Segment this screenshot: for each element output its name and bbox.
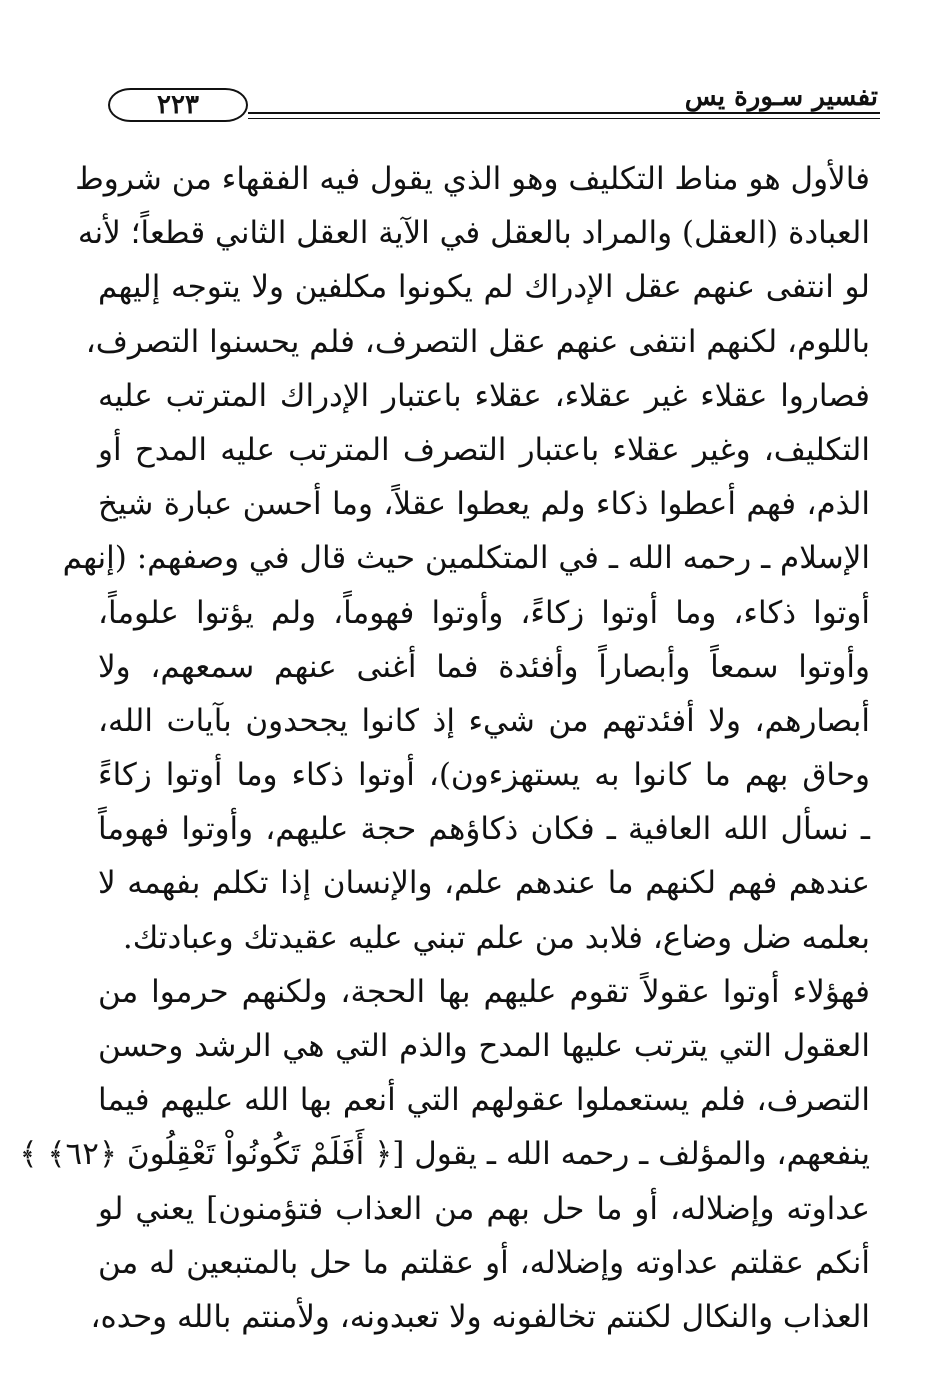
text-line: وأوتوا سمعاً وأبصاراً وأفئدة فما أغنى عنهم سمعهم، ولا [98, 648, 870, 685]
text-line: باللوم، لكنهم انتفى عنهم عقل التصرف، فلم يحسنوا التصرف، [85, 323, 870, 360]
text-line: التكليف، وغير عقلاء باعتبار التصرف المترتب عليه المدح أو [98, 431, 870, 468]
page-number: ٢٢٣ [108, 88, 248, 122]
text-line: فالأول هو مناط التكليف وهو الذي يقول فيه الفقهاء من شروط [75, 161, 870, 197]
page-header [100, 84, 880, 134]
text-line: عندهم فهم لكنهم ما عندهم علم، والإنسان إذا تكلم بفهمه لا [98, 865, 870, 902]
text-line: بعلمه ضل وضاع، فلابد من علم تبني عليه عقيدتك وعبادتك. [122, 919, 870, 956]
text-line: الإسلام ـ رحمه الله ـ في المتكلمين حيث قال في وصفهم: (إنهم [62, 540, 870, 577]
text-line: ينفعهم، والمؤلف ـ رحمه الله ـ يقول [﴿ أَفَلَمْ تَكُونُواْ تَعْقِلُونَ ﴿٦٢﴾ ﴾ [19, 1136, 870, 1173]
text-line: العبادة (العقل) والمراد بالعقل في الآية العقل الثاني قطعاً؛ لأنه [77, 215, 870, 252]
text-line: عداوته وإضلاله، أو ما حل بهم من العذاب فتؤمنون] يعني لو [98, 1190, 870, 1227]
text-line: أبصارهم، ولا أفئدتهم من شيء إذ كانوا يجحدون بآيات الله، [98, 702, 870, 739]
text-line: أنكم عقلتم عداوته وإضلاله، أو عقلتم ما حل بالمتبعين له من [98, 1244, 870, 1281]
text-line: ـ نسأل الله العافية ـ فكان ذكاؤهم حجة عليهم، وأوتوا فهوماً [98, 811, 870, 848]
body-text [19, 152, 870, 1344]
text-line: فهؤلاء أوتوا عقولاً تقوم عليهم بها الحجة، ولكنهم حرموا من [98, 973, 870, 1010]
header-rule [248, 112, 880, 114]
text-line: العذاب والنكال لكنتم تخالفونه ولا تعبدونه، ولأمنتم بالله وحده، [90, 1298, 870, 1335]
text-line: العقول التي يترتب عليها المدح والذم التي هي الرشد وحسن [98, 1028, 870, 1064]
text-line: وحاق بهم ما كانوا به يستهزءون)، أوتوا ذكاء وما أوتوا زكاءً [98, 757, 870, 794]
text-line: فصاروا عقلاء غير عقلاء، عقلاء باعتبار الإدراك المترتب عليه [98, 377, 870, 414]
running-title: تفسير سـورة يس [679, 82, 878, 112]
text-line: أوتوا ذكاء، وما أوتوا زكاءً، وأوتوا فهوماً، ولم يؤتوا علوماً، [98, 594, 870, 631]
header-rule-thin [248, 118, 880, 119]
text-line: لو انتفى عنهم عقل الإدراك لم يكونوا مكلفين ولا يتوجه إليهم [98, 269, 870, 306]
text-line: الذم، فهم أعطوا ذكاء ولم يعطوا عقلاً، وما أحسن عبارة شيخ [98, 486, 870, 523]
text-line: التصرف، فلم يستعملوا عقولهم التي أنعم بها الله عليهم فيما [98, 1082, 870, 1119]
